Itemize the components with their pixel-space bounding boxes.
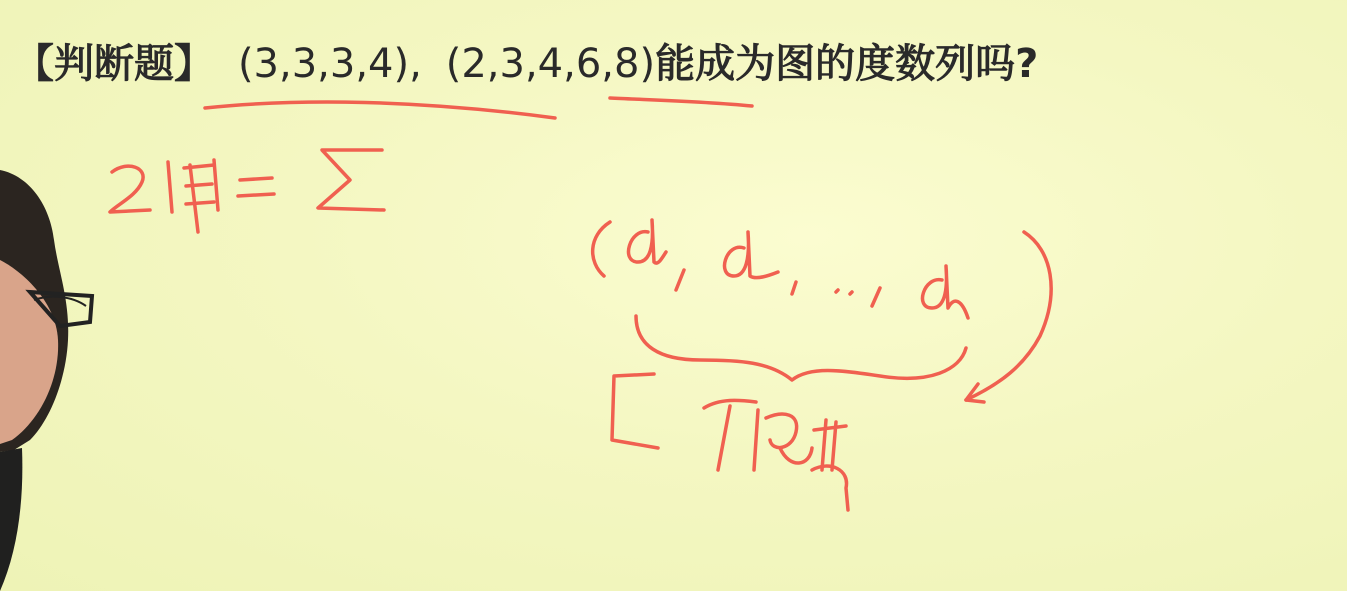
underline-sequence-1 [205,102,555,118]
handwritten-sum-of-degrees [612,374,848,510]
degree-sequence-2: (2,3,4,6,8) [445,41,656,87]
presenter-silhouette [0,0,110,591]
question-prompt: 能成为图的度数列吗? [655,41,1039,87]
handwritten-equation [110,150,384,232]
underline-sequence-2 [610,98,752,106]
curly-brace [636,316,966,380]
question-type-label: 【判断题】 [14,41,214,87]
degree-sequence-1: (3,3,3,4), [237,41,422,87]
handwritten-degree-tuple [593,220,1051,402]
